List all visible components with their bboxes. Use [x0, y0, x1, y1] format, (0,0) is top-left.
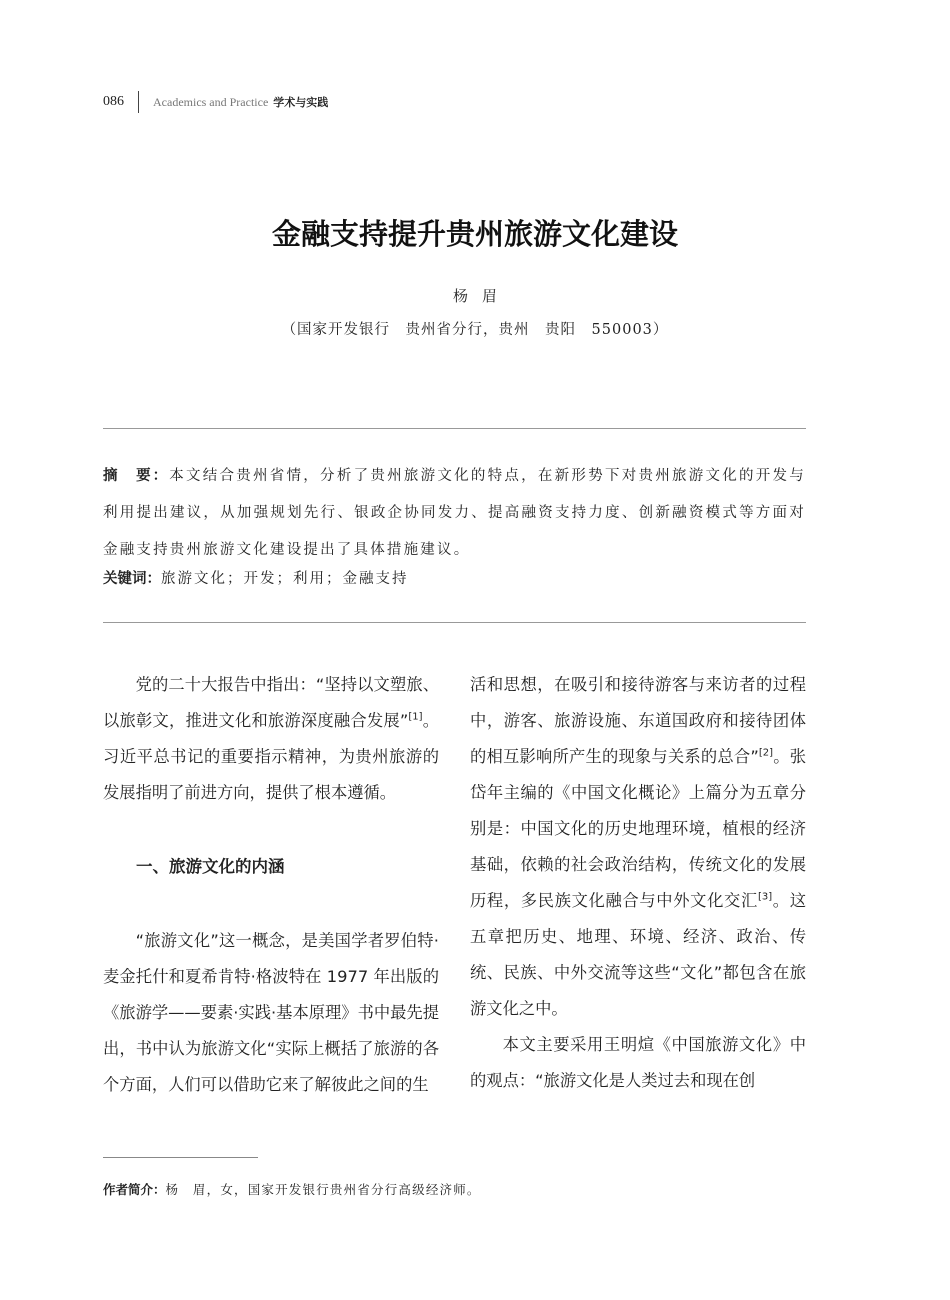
abstract-text: 本文结合贵州省情，分析了贵州旅游文化的特点，在新形势下对贵州旅游文化的开发与利用提出建议，从加强规划先行、银政企协同发力、提高融资支持力度、创新融资模式等方面对金融支持贵州旅游文化建设提出了具体措施建议。 — [103, 468, 806, 558]
journal-name-cn: 学术与实践 — [273, 96, 329, 109]
body-paragraph — [103, 667, 439, 811]
paragraph-text: 。习近平总书记的重要指示精神，为贵州旅游的发展指明了前进方向，提供了根本遵循。 — [103, 711, 439, 802]
abstract — [103, 458, 806, 569]
body-paragraph — [470, 667, 806, 1027]
header-divider — [138, 91, 139, 113]
body-column-left — [103, 667, 439, 1103]
journal-name-en: Academics and Practice — [153, 94, 269, 109]
running-header — [103, 90, 328, 114]
footnote-rule — [103, 1157, 258, 1158]
keywords-label: 关键词： — [103, 571, 161, 587]
article-title: 金融支持提升贵州旅游文化建设 — [271, 217, 678, 251]
paragraph-text: 。张岱年主编的《中国文化概论》上篇分为五章分别是：中国文化的历史地理环境，植根的经济基础，依赖的社会政治结构，传统文化的发展历程，多民族文化融合与中外文化交汇 — [470, 747, 806, 910]
paragraph-text: 。这五章把历史、地理、环境、经济、政治、传统、民族、中外交流等这些“文化”都包含在旅游文化之中。 — [470, 891, 806, 1018]
body-column-right — [470, 667, 806, 1099]
paragraph-text: 党的二十大报告中指出：“坚持以文塑旅、以旅彰文，推进文化和旅游深度融合发展” — [103, 675, 439, 730]
footnote-label: 作者简介： — [103, 1182, 166, 1197]
keywords — [103, 566, 806, 592]
citation-ref[interactable]: [1] — [408, 711, 423, 723]
abstract-label: 摘 要： — [103, 468, 170, 484]
author-name: 杨眉 — [452, 287, 511, 305]
abstract-bottom-rule — [103, 622, 806, 623]
body-paragraph — [103, 923, 439, 1103]
body-paragraph: 本文主要采用王明煊《中国旅游文化》中的观点：“旅游文化是人类过去和现在创 — [470, 1035, 806, 1090]
abstract-top-rule — [103, 428, 806, 429]
page-number: 086 — [103, 94, 124, 109]
citation-ref[interactable]: [3] — [757, 891, 773, 903]
citation-ref[interactable]: [2] — [758, 747, 773, 759]
author-affiliation: （国家开发银行 贵州省分行，贵州 贵阳 550003） — [281, 322, 669, 338]
keywords-text: 旅游文化；开发；利用；金融支持 — [161, 571, 409, 587]
paragraph-text: 活和思想，在吸引和接待游客与来访者的过程中，游客、旅游设施、东道国政府和接待团体的相互影响所产生的现象与关系的总合” — [470, 675, 806, 766]
footnote-text: 杨 眉，女，国家开发银行贵州省分行高级经济师。 — [165, 1182, 481, 1197]
author-footnote — [103, 1180, 481, 1198]
paragraph-text: “旅游文化”这一概念，是美国学者罗伯特·麦金托什和夏希肯特·格波特在 1977 年出版的《旅游学——要素·实践·基本原理》书中最先提出，书中认为旅游文化“实际上概括了旅游的各个方面，人们可以借助它来了解彼此之间的生 — [103, 931, 439, 1094]
section-heading: 一、旅游文化的内涵 — [136, 857, 285, 876]
